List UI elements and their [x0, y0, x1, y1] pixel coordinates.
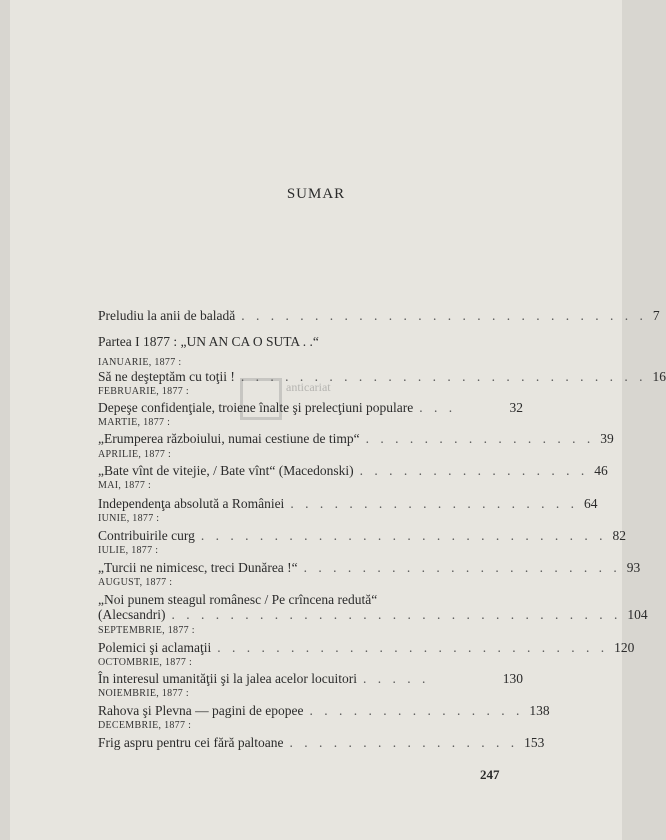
month-heading: SEPTEMBRIE, 1877 :: [98, 625, 195, 636]
toc-entry-text: Polemici şi aclamaţii: [98, 640, 212, 655]
month-heading: IULIE, 1877 :: [98, 545, 159, 556]
toc-entry-jul: [98, 560, 641, 576]
leader-dots: . . . . . . . . . . . . . . . . . . . . . .: [303, 560, 621, 575]
month-heading: FEBRUARIE, 1877 :: [98, 386, 189, 397]
leader-dots: . . . . . . . . . . . . . . .: [309, 703, 524, 718]
toc-entry-jan: [98, 369, 666, 385]
month-heading: APRILIE, 1877 :: [98, 449, 172, 460]
toc-entry-text: Independenţa absolută a României: [98, 496, 285, 511]
toc-entry-nov: [98, 703, 550, 719]
book-page: [10, 0, 666, 840]
leader-dots: . . . . . . . . . . . . . . . .: [359, 463, 589, 478]
toc-entry-text: (Alecsandri): [98, 607, 166, 622]
toc-entry-text: „Erumperea războiului, numai cestiune de timp“: [98, 431, 360, 446]
leader-dots: . . . . . . . . . . . . . . . .: [289, 735, 519, 750]
toc-entry-text: Depeşe confidenţiale, troiene înalte şi prelecţiuni populare: [98, 400, 414, 415]
toc-entry-page: 16: [652, 369, 666, 384]
toc-entry-aug: [98, 592, 523, 608]
leader-dots: . . . . . . . . . . . . . . . . . . . .: [290, 496, 578, 511]
toc-entry-page: 32: [509, 400, 523, 415]
toc-entry-may: [98, 496, 598, 512]
toc-entry-oct: [98, 671, 523, 687]
leader-dots: . . . . . . . . . . . . . . . .: [365, 431, 595, 446]
toc-entry-mar: [98, 431, 614, 447]
toc-entry-page: 7: [652, 308, 660, 323]
watermark-text: anticariat: [286, 380, 331, 394]
toc-entry-text: Să ne deşteptăm cu toţii !: [98, 369, 235, 384]
month-heading: MARTIE, 1877 :: [98, 417, 171, 428]
toc-entry-text: Contribuirile curg: [98, 528, 195, 543]
toc-entry-prelude: [98, 308, 660, 324]
toc-entry-page: 46: [594, 463, 608, 478]
toc-entry-page: 104: [627, 607, 648, 622]
toc-entry-jun: [98, 528, 626, 544]
toc-entry-text: Rahova şi Plevna — pagini de epopee: [98, 703, 304, 718]
toc-entry-aug-cont: [98, 607, 648, 623]
leader-dots: . . . . . . . . . . . . . . . . . . . . . . . . . . .: [217, 640, 609, 655]
leader-dots: . . . . . . . . . . . . . . . . . . . . . . . . . . . .: [200, 528, 607, 543]
toc-entry-text: Preludiu la anii de baladă: [98, 308, 236, 323]
toc-entry-page: 39: [600, 431, 614, 446]
toc-entry-page: 138: [529, 703, 550, 718]
toc-entry-page: 93: [626, 560, 641, 575]
page-title: SUMAR: [286, 186, 346, 202]
leader-dots: . . . . . . . . . . . . . . . . . . . . . . . . . . . . . . .: [171, 607, 622, 622]
toc-entry-page: 82: [612, 528, 626, 543]
toc-entry-sep: [98, 640, 635, 656]
toc-entry-page: 120: [614, 640, 635, 655]
leader-dots: . . .: [419, 400, 457, 415]
month-heading: IUNIE, 1877 :: [98, 513, 160, 524]
toc-part-heading: [98, 334, 523, 350]
toc-entry-dec: [98, 735, 545, 751]
toc-entry-text: În interesul umanităţii şi la jalea acelor locuitori: [98, 671, 358, 686]
month-heading: IANUARIE, 1877 :: [98, 357, 182, 368]
month-heading: MAI, 1877 :: [98, 480, 152, 491]
toc-entry-text: „Turcii ne nimicesc, treci Dunărea !“: [98, 560, 298, 575]
month-heading: NOIEMBRIE, 1877 :: [98, 688, 189, 699]
toc-entry-apr: [98, 463, 608, 479]
toc-entry-page: 64: [583, 496, 598, 511]
toc-entry-text: Frig aspru pentru cei fără paltoane: [98, 735, 284, 750]
month-heading: AUGUST, 1877 :: [98, 577, 173, 588]
toc-entry-feb: [98, 400, 523, 416]
leader-dots: . . . . . . . . . . . . . . . . . . . . . . . . . . . .: [241, 308, 647, 323]
part-title: Partea I 1877 : „UN AN CA O SUTA . .“: [98, 334, 319, 349]
toc-entry-text: „Bate vînt de vitejie, / Bate vînt“ (Macedonski): [98, 463, 354, 478]
toc-entry-text: „Noi punem steagul românesc / Pe crîncena redută“: [98, 592, 378, 607]
toc-entry-page: 153: [524, 735, 545, 750]
page-number: 247: [480, 767, 500, 782]
leader-dots: . . . . .: [363, 671, 430, 686]
month-heading: OCTOMBRIE, 1877 :: [98, 657, 193, 668]
toc-entry-page: 130: [502, 671, 523, 686]
month-heading: DECEMBRIE, 1877 :: [98, 720, 192, 731]
leader-dots: . . . . . . . . . . . . . . . . . . . . . . . . . . . .: [240, 369, 647, 384]
